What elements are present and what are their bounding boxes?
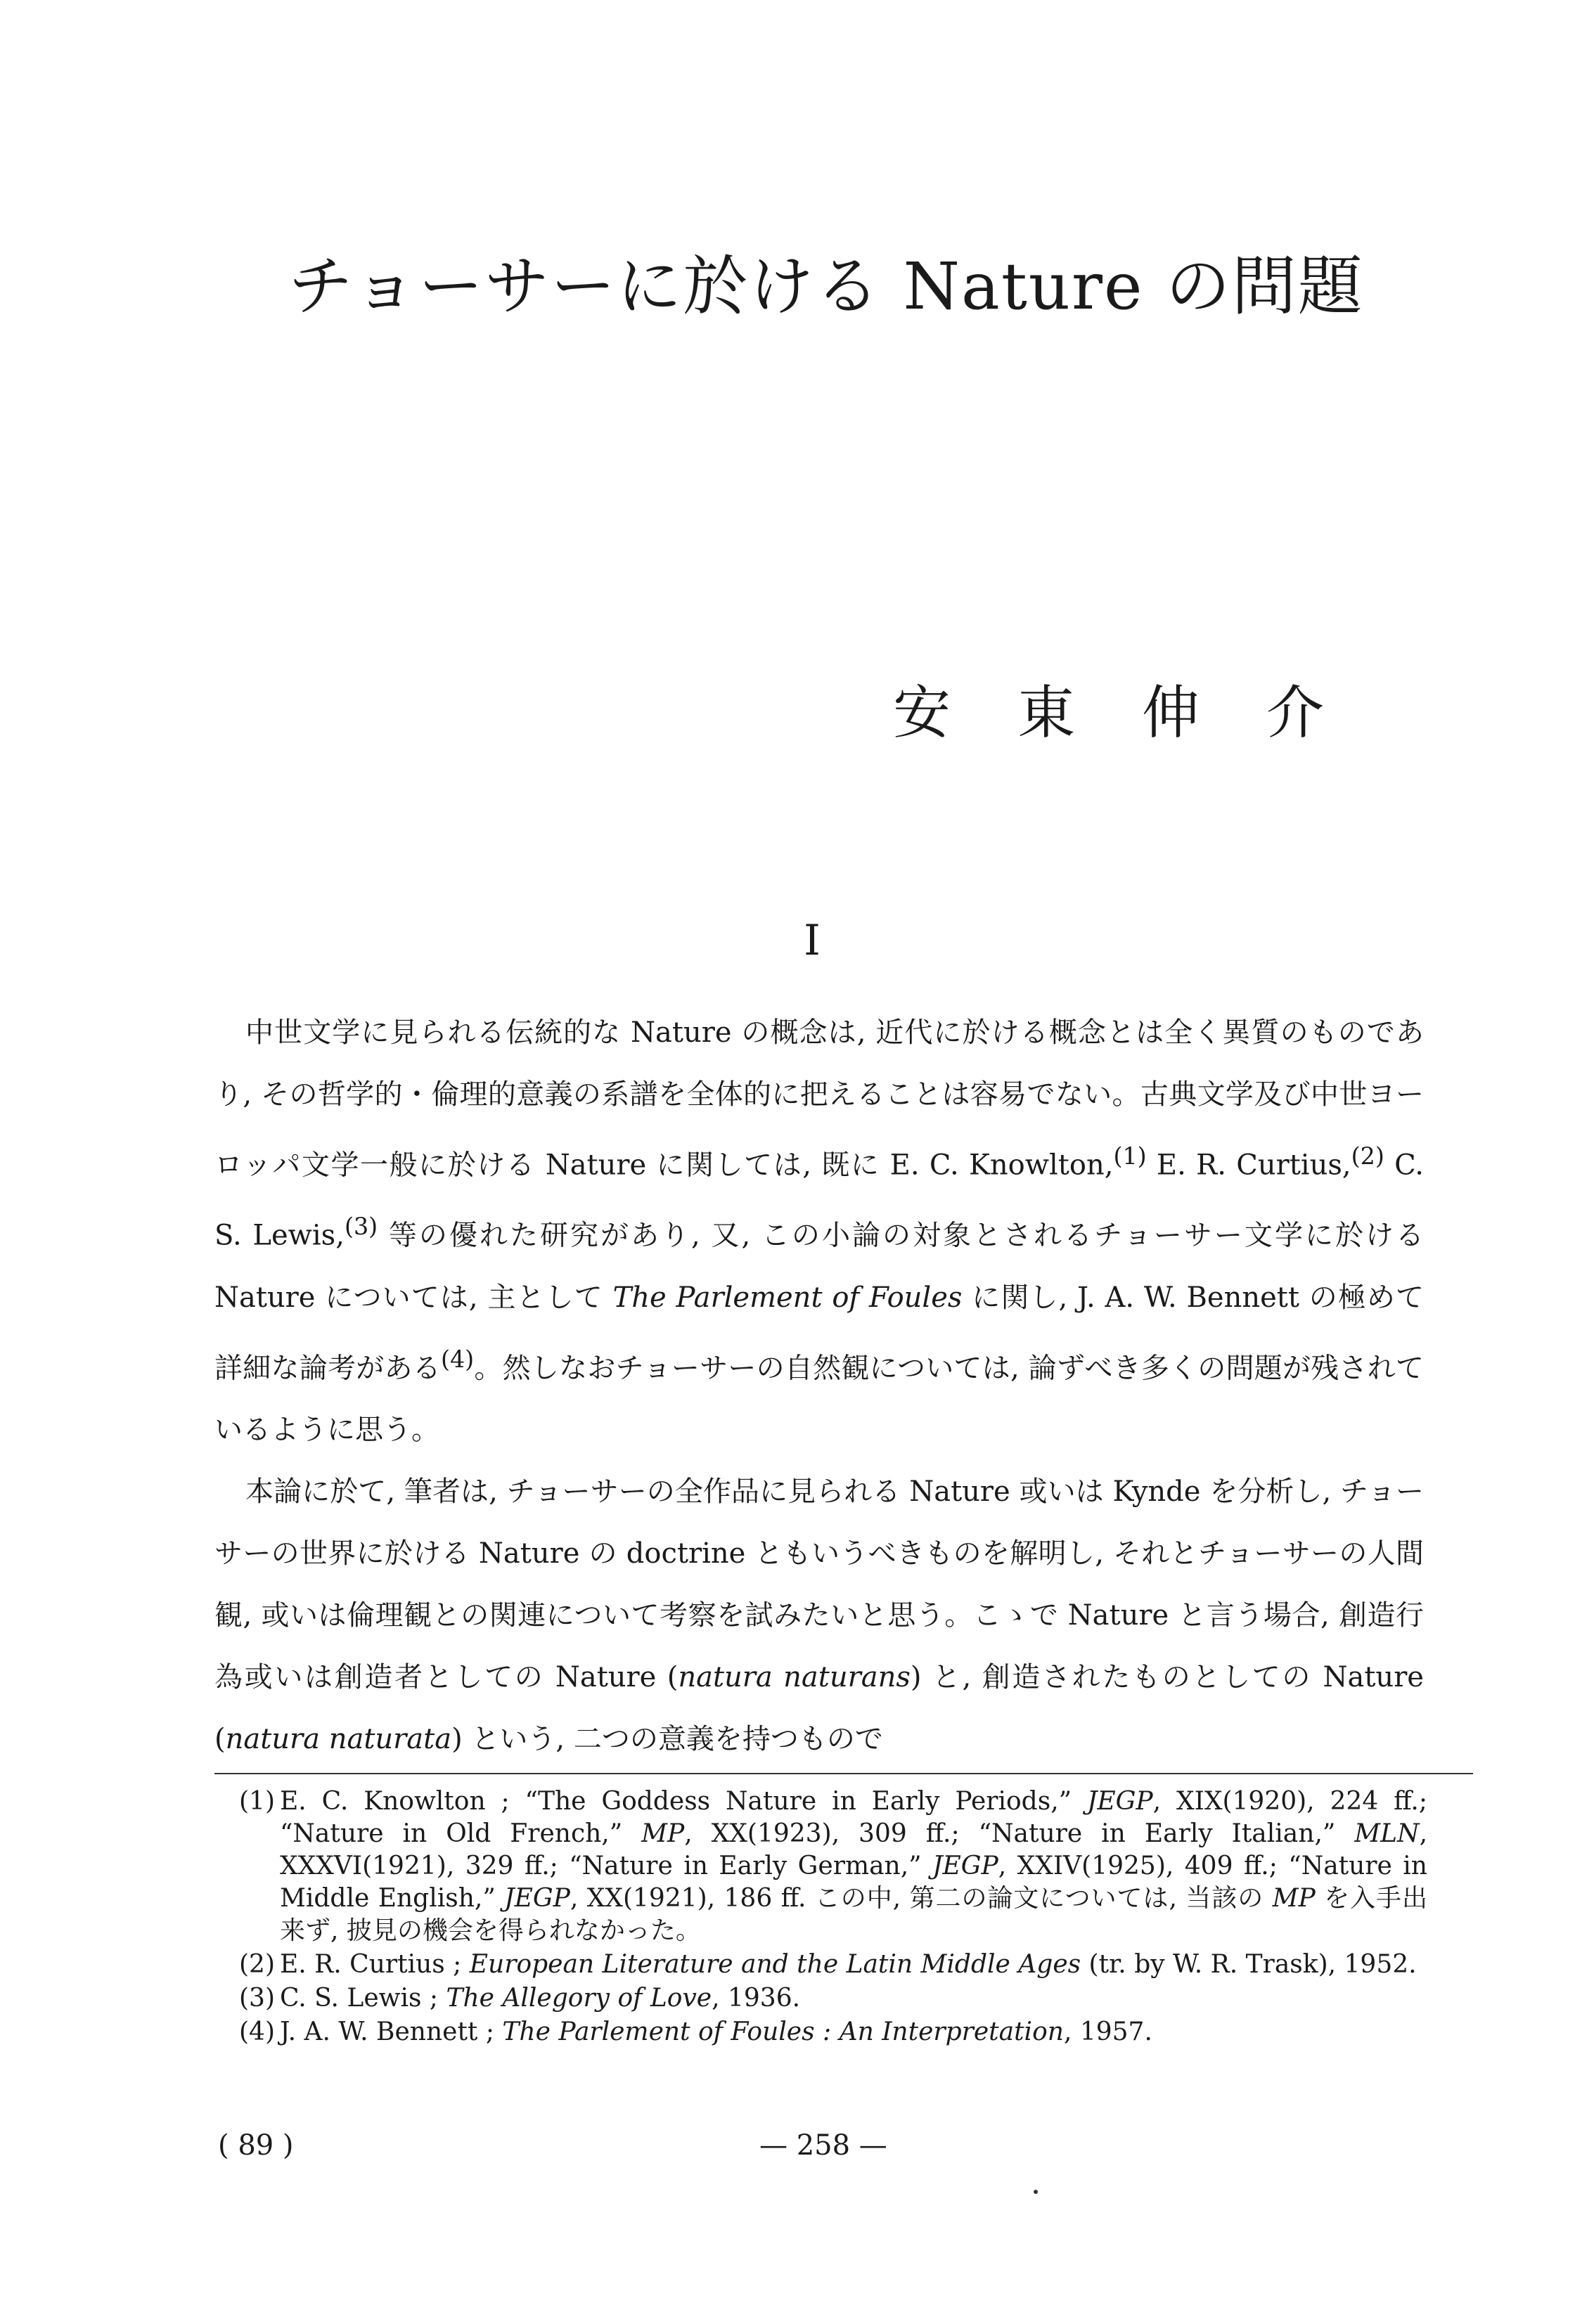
- footnote-3: (3) C. S. Lewis ; The Allegory of Love, 1936.: [239, 1984, 801, 2013]
- footnote-2: (2) E. R. Curtius ; European Literature and the Latin Middle Ages (tr. by W. R. Trask), 1952.: [239, 1950, 1417, 1979]
- footnotes: [239, 1786, 1427, 2050]
- paragraph-1: 中世文学に見られる伝統的な Nature の概念は, 近代に於ける概念とは全く異質のものであり, その哲学的・倫理的意義の系譜を全体的に把えることは容易でない。古典文学及び中世ヨーロッパ文学一般に於ける Nature に関しては, 既に E. C. Knowlton,$^{(1)}$ E. R. Curtius,$^{(2)}$ C. S. Lewis,$^{(3)}$ 等の優れた研究があり, 又, この小論の対象とされるチョーサー文学に於ける Nature については, 主として The Parlement of Foules に関し, J. A. W. Bennett の極めて詳細な論考がある$^{(4)}$。然しなおチョーサーの自然観については, 論ずべき多くの問題が残されているように思う。: [214, 1016, 1425, 1446]
- page-number-volume: — 258 —: [759, 2129, 887, 2162]
- footnote-ref-4[interactable]: (4): [440, 1345, 475, 1373]
- footnote-divider: [214, 1773, 1473, 1774]
- paper-title: チョーサーに於ける Nature の問題: [288, 249, 1364, 324]
- footnote-1: (1) E. C. Knowlton ; “The Goddess Nature in Early Periods,” JEGP, XIX(1920), 224 ff.; “Nature in Old French,” MP, XX(1923), 309 ff.; “Nature in Early Italian,” MLN, XXXVI(1921), 329 ff.; “Nature in Early German,” JEGP, XXIV(1925), 409 ff.; “Nature in Middle English,” JEGP, XX(1921), 186 ff. この中, 第二の論文については, 当該の MP を入手出来ず, 披見の機会を得られなかった。: [239, 1787, 1428, 1945]
- page-number-original: ( 89 ): [218, 2129, 294, 2162]
- body-text: [214, 1002, 1424, 1770]
- paragraph-2: 本論に於て, 筆者は, チョーサーの全作品に見られる Nature 或いは Kynde を分析し, チョーサーの世界に於ける Nature の doctrine ともいうべきものを解明し, それとチョーサーの人間観, 或いは倫理観との関連について考察を試みたいと思う。こゝで Nature と言う場合, 創造行為或いは創造者としての Nature (natura naturans) と, 創造されたものとしての Nature (natura naturata) という, 二つの意義を持つもので: [214, 1475, 1424, 1755]
- footnote-ref-3[interactable]: (3): [344, 1213, 378, 1241]
- author-name: 安東伸介: [893, 680, 1391, 747]
- section-heading: I: [804, 916, 821, 965]
- scan-speck: [1034, 2190, 1038, 2194]
- footnote-ref-1[interactable]: (1): [1113, 1142, 1147, 1170]
- footnote-ref-2[interactable]: (2): [1351, 1142, 1384, 1170]
- footnote-4: (4) J. A. W. Bennett ; The Parlement of Foules : An Interpretation, 1957.: [239, 2018, 1152, 2046]
